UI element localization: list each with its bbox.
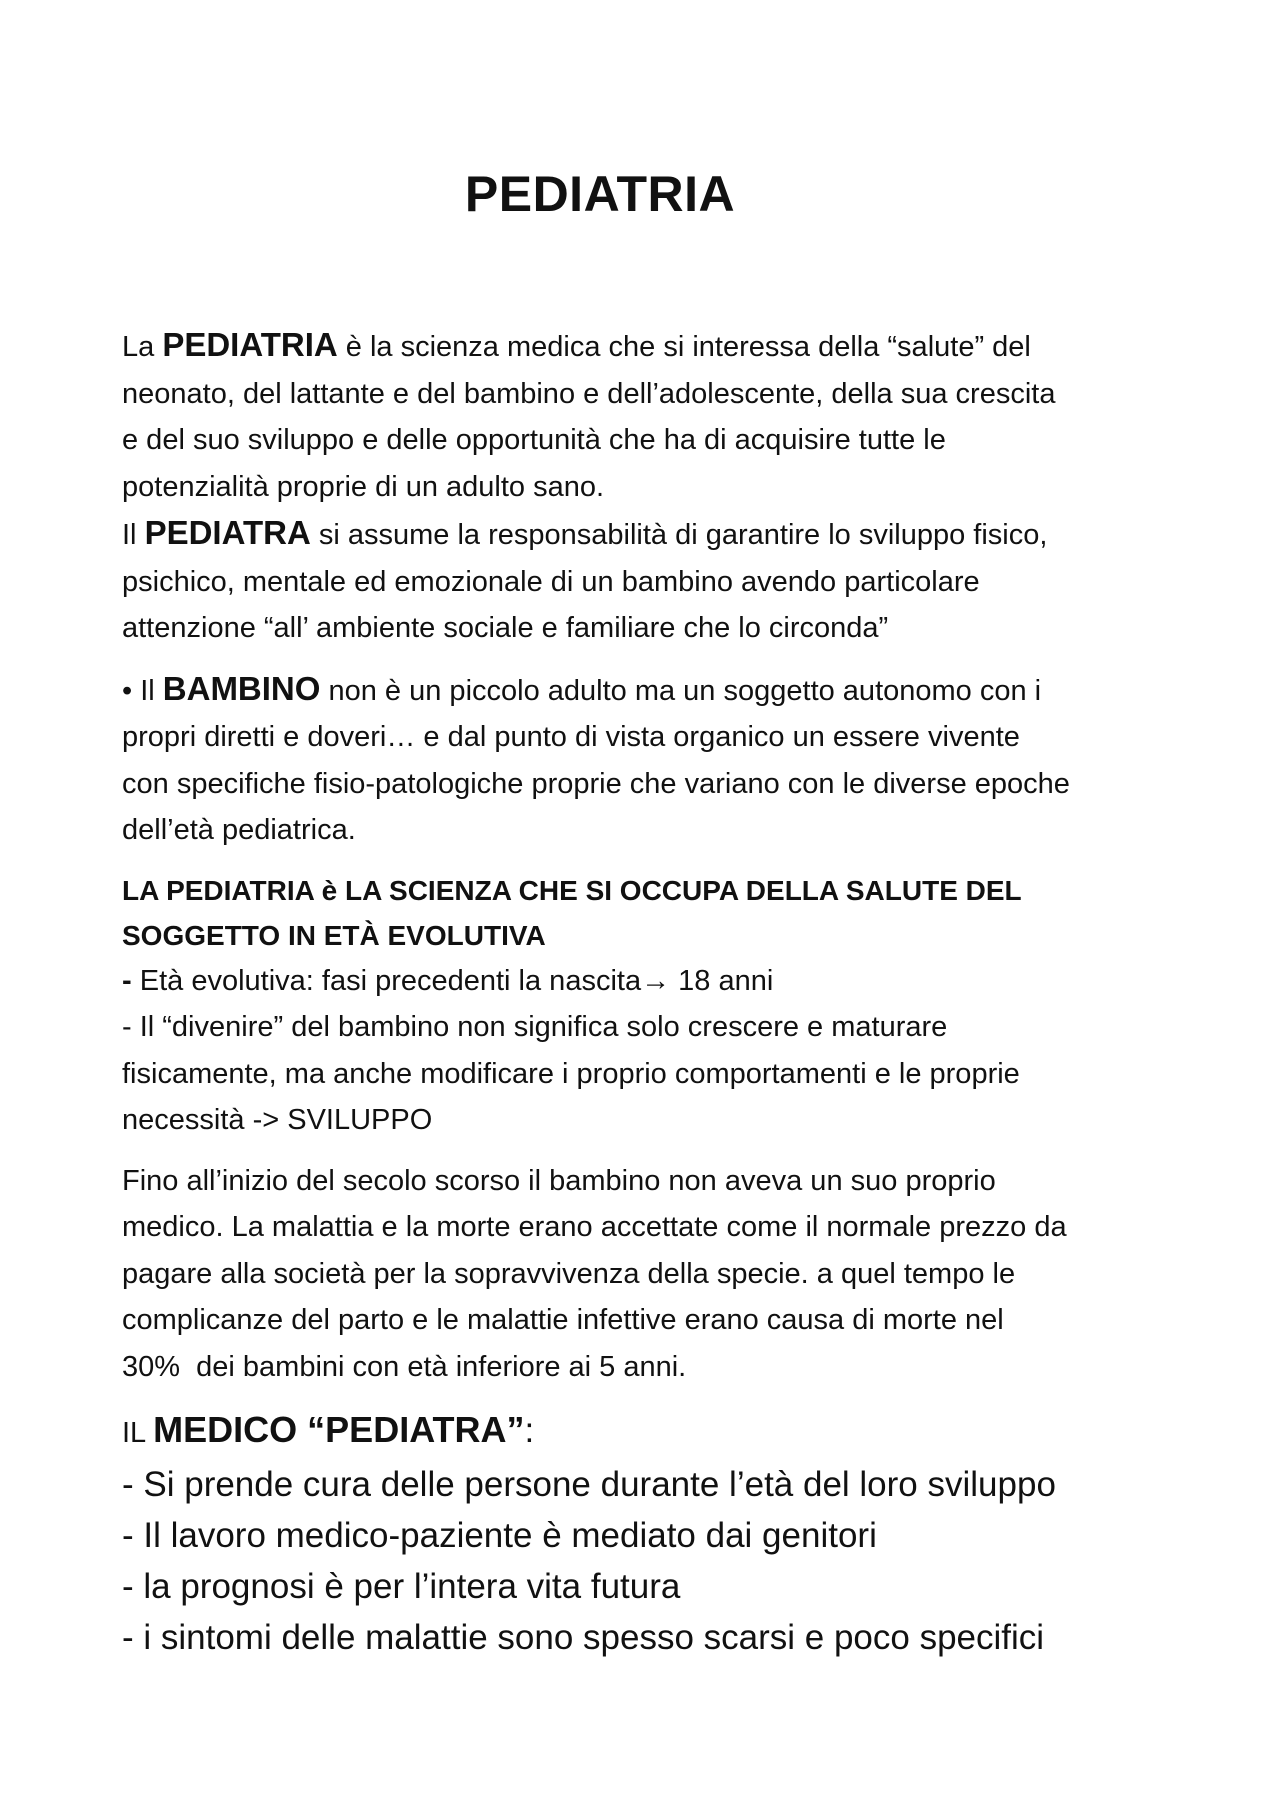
- intro-p1-line2: neonato, del lattante e del bambino e dell’adolescente, della sua crescita: [122, 377, 1056, 410]
- intro-p1-bold: PEDIATRIA: [162, 326, 338, 363]
- definition-item1-text: Età evolutiva: fasi precedenti la nascita: [131, 964, 642, 997]
- definition-item2-line2: fisicamente, ma anche modificare i proprio comportamenti e le proprie: [122, 1057, 1020, 1090]
- medico-heading-prefix: IL: [122, 1417, 154, 1449]
- intro-p2-line2: psichico, mentale ed emozionale di un bambino avendo particolare: [122, 565, 980, 598]
- intro-p2-line1: si assume la responsabilità di garantire lo sviluppo fisico,: [310, 519, 1048, 551]
- intro-p2-bold: PEDIATRA: [144, 514, 311, 551]
- medico-heading: [122, 1404, 1172, 1459]
- bambino-paragraph: [122, 666, 1172, 854]
- intro-p2-line3: attenzione “all’ ambiente sociale e familiare che lo circonda”: [122, 612, 889, 644]
- history-line2: medico. La malattia e la morte erano accettate come il normale prezzo da: [122, 1211, 1067, 1243]
- definition-heading: [122, 868, 1172, 958]
- medico-list-item: - Si prende cura delle persone durante l’età del loro sviluppo: [122, 1465, 1056, 1504]
- definition-item2-line1: - Il “divenire” del bambino non significa solo crescere e maturare: [122, 1011, 948, 1043]
- medico-heading-bold: MEDICO “PEDIATRA”: [153, 1409, 525, 1450]
- bambino-bullet: • Il: [122, 674, 163, 707]
- history-paragraph: [122, 1158, 1172, 1391]
- medico-heading-colon: :: [524, 1411, 535, 1450]
- definition-item1-end: 18 anni: [670, 964, 774, 997]
- definition-heading-line1: LA PEDIATRIA è LA SCIENZA CHE SI OCCUPA DELLA SALUTE DEL: [122, 874, 1022, 906]
- definition-item2-line3: necessità -> SVILUPPO: [122, 1104, 433, 1136]
- bambino-line1: non è un piccolo adulto ma un soggetto autonomo con i: [320, 674, 1042, 707]
- definition-heading-line2: SOGGETTO IN ETÀ EVOLUTIVA: [122, 919, 546, 951]
- bambino-bold: BAMBINO: [162, 669, 321, 707]
- history-line5: 30% dei bambini con età inferiore ai 5 anni.: [122, 1350, 687, 1383]
- medico-list-item: - la prognosi è per l’intera vita futura: [122, 1567, 681, 1606]
- intro-p1-line3: e del suo sviluppo e delle opportunità che ha di acquisire tutte le: [122, 424, 946, 456]
- medico-section: [122, 1404, 1172, 1663]
- arrow-right-icon: →: [641, 964, 671, 997]
- medico-list-item: - i sintomi delle malattie sono spesso scarsi e poco specifici: [122, 1618, 1045, 1657]
- page-title: PEDIATRIA: [464, 166, 736, 222]
- history-line4: complicanze del parto e le malattie infettive erano causa di morte nel: [122, 1304, 1004, 1336]
- intro-p2-prefix: Il: [122, 519, 145, 551]
- history-line1: Fino all’inizio del secolo scorso il bambino non aveva un suo proprio: [122, 1164, 996, 1197]
- history-line3: pagare alla società per la sopravvivenza della specie. a quel tempo le: [122, 1257, 1016, 1290]
- intro-p1-line1: è la scienza medica che si interessa della “salute” del: [337, 331, 1031, 363]
- bambino-line4: dell’età pediatrica.: [122, 814, 356, 846]
- bambino-line3: con specifiche fisio-patologiche proprie che variano con le diverse epoche: [122, 767, 1070, 800]
- bambino-line2: propri diretti e doveri… e dal punto di vista organico un essere vivente: [122, 721, 1020, 753]
- document-body: [122, 322, 1172, 1663]
- definition-list: [122, 958, 1172, 1144]
- intro-paragraph: [122, 322, 1172, 652]
- definition-item1-dash: -: [122, 964, 132, 997]
- intro-p1-line4: potenzialità proprie di un adulto sano.: [122, 470, 605, 503]
- intro-p1-prefix: La: [122, 331, 163, 363]
- medico-list-item: - Il lavoro medico-paziente è mediato dai genitori: [122, 1516, 877, 1555]
